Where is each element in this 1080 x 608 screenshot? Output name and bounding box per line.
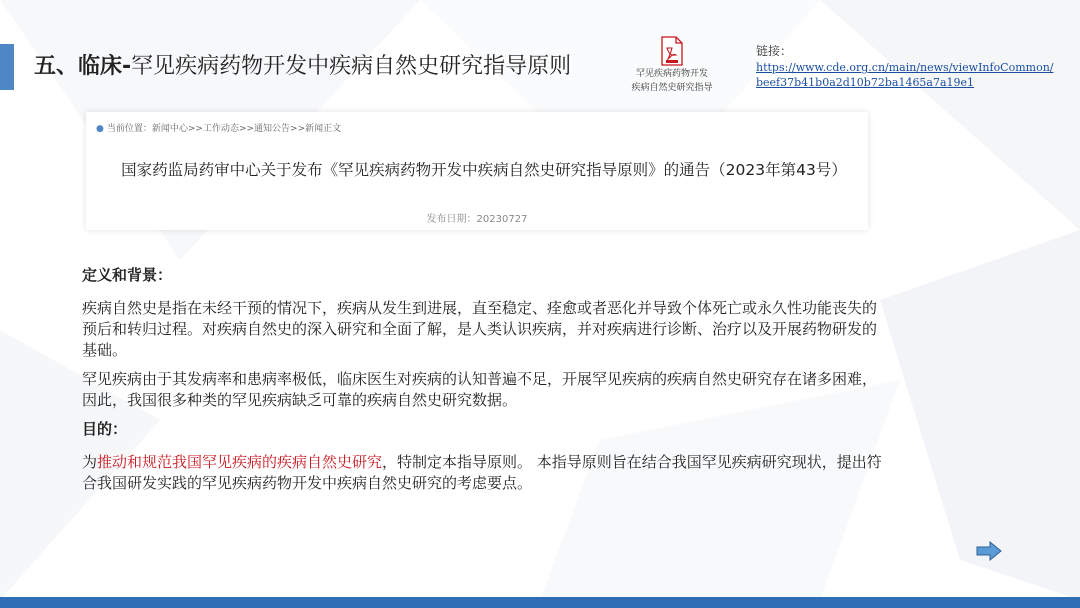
pdf-attachment[interactable] — [622, 36, 722, 94]
notice-date: 发布日期：20230727 — [426, 214, 528, 225]
goal-heading: 目的： — [82, 420, 128, 438]
background-paragraph-1: 疾病自然史是指在未经干预的情况下，疾病从发生到进展，直至稳定、痊愈或者恶化并导致个体死亡或永久性功能丧失的预后和转归过程。对疾病自然史的深入研究和全面了解，是人类认识疾病，并对疾病进行诊断、治疗以及开展药物研发的基础。 — [82, 299, 878, 359]
link-label: 链接： — [756, 44, 793, 58]
goal-rest: ，特制定本指导原则。 本指导原则旨在结合我国罕见疾病研究现状，提出符合我国研发实践的罕见疾病药物开发中疾病自然史研究的考虑要点。 — [82, 453, 882, 492]
pdf-name-line1: 罕见疾病药物开发 — [635, 69, 708, 79]
breadcrumb — [96, 121, 341, 134]
goal-highlight: 推动和规范我国罕见疾病的疾病自然史研究 — [97, 453, 383, 471]
background-heading: 定义和背景： — [82, 266, 173, 284]
background-paragraph-2: 罕见疾病由于其发病率和患病率极低，临床医生对疾病的认知普遍不足，开展罕见疾病的疾病自然史研究存在诸多困难，因此，我国很多种类的罕见疾病缺乏可靠的疾病自然史研究数据。 — [82, 370, 878, 409]
link-block — [756, 42, 1056, 90]
title-prefix: 五、临床- — [34, 54, 132, 79]
notice-title: 国家药监局药审中心关于发布《罕见疾病药物开发中疾病自然史研究指导原则》的通告（2023年第43号） — [121, 161, 847, 179]
breadcrumb-text: 当前位置：新闻中心>>工作动态>>通知公告>>新闻正文 — [106, 124, 342, 134]
title-rest: 罕见疾病药物开发中疾病自然史研究指导原则 — [131, 54, 572, 79]
slide-title — [34, 52, 571, 82]
link-url[interactable]: https://www.cde.org.cn/main/news/viewInfoCommon/beef37b41b0a2d10b72ba1465a7a19e1 — [756, 61, 1054, 89]
title-accent-bar — [0, 44, 14, 90]
right-arrow-icon[interactable] — [976, 541, 1002, 561]
goal-prefix: 为 — [82, 453, 98, 471]
content-body — [82, 265, 890, 494]
notice-screenshot — [86, 112, 868, 230]
pdf-name-line2: 疾病自然史研究指导 — [631, 83, 713, 93]
location-pin-icon: ● — [96, 124, 104, 134]
pdf-file-icon — [660, 36, 684, 66]
bottom-bar — [0, 597, 1080, 608]
goal-paragraph — [82, 452, 890, 494]
